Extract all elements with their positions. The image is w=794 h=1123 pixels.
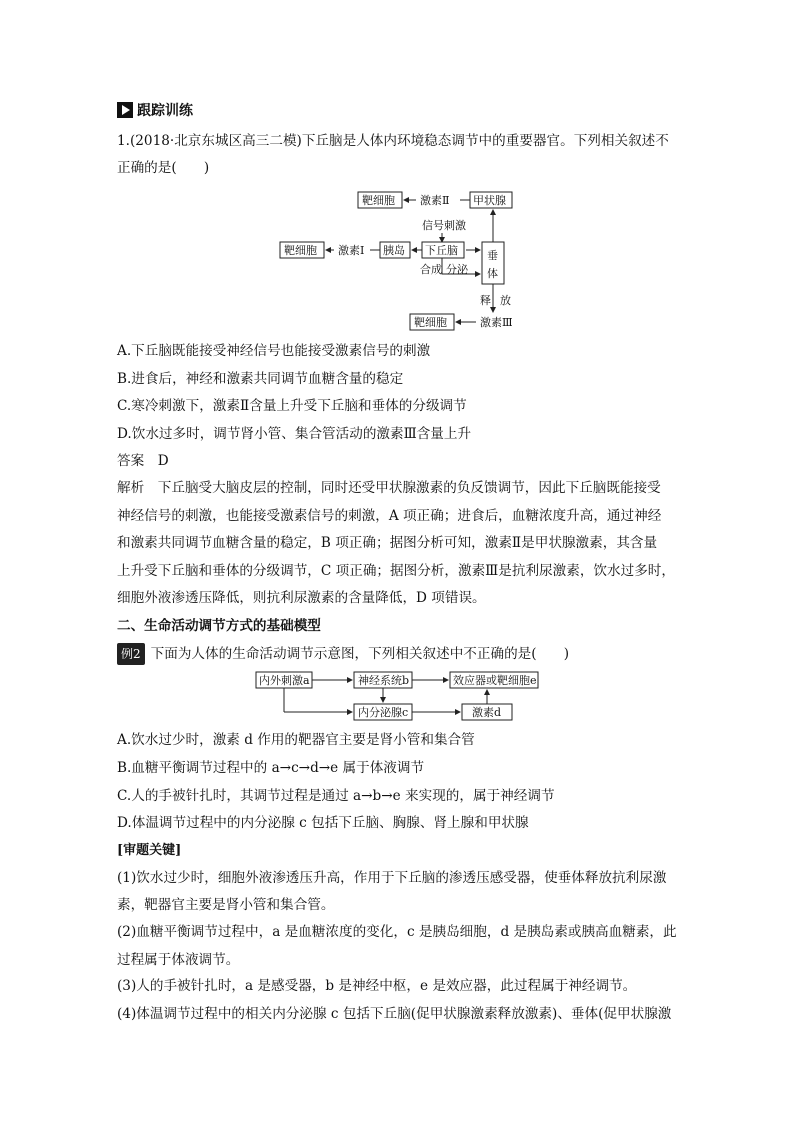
q1-analysis-line: 解析 下丘脑受大脑皮层的控制，同时还受甲状腺激素的负反馈调节，因此下丘脑既能接受 [117,480,661,496]
thyroid-label: 甲状腺 [473,194,506,207]
q1-analysis-line: 和激素共同调节血糖含量的稳定，B 项正确；据图分析可知，激素Ⅱ是甲状腺激素，其含量 [117,535,658,551]
release-label-2: 放 [500,294,511,307]
example2-diagram [252,668,552,724]
stimulus-label: 内外刺激a [259,674,310,687]
hypothalamus-label: 下丘脑 [425,244,458,257]
pancreas-label: 胰岛 [383,244,405,257]
target-cell-label-3: 靶细胞 [414,316,447,329]
q1-option-d: D.饮水过多时，调节肾小管、集合管活动的激素Ⅲ含量上升 [117,426,472,442]
q1-option-b: B.进食后，神经和激素共同调节血糖含量的稳定 [117,371,404,387]
key-line: 素，靶器官主要是肾小管和集合管。 [117,897,335,913]
effector-label: 效应器或靶细胞e [453,674,537,687]
ex2-option-a: A.饮水过少时，激素 d 作用的靶器官主要是肾小管和集合管 [117,732,475,748]
key-line: (3)人的手被针扎时，a 是感受器，b 是神经中枢，e 是效应器，此过程属于神经调节。 [117,978,637,994]
ex2-option-c: C.人的手被针扎时，其调节过程是通过 a→b→e 来实现的，属于神经调节 [117,788,555,804]
key-title: [审题关键] [117,843,182,858]
example-badge: 例2 [117,643,145,665]
ex2-option-d: D.体温调节过程中的内分泌腺 c 包括下丘脑、胸腺、肾上腺和甲状腺 [117,815,529,831]
key-line: (1)饮水过少时，细胞外液渗透压升高，作用于下丘脑的渗透压感受器，使垂体释放抗利尿激 [117,870,667,886]
endocrine-label: 内分泌腺c [358,706,409,719]
key-line: (2)血糖平衡调节过程中，a 是血糖浓度的变化，c 是胰岛细胞，d 是胰岛素或胰高血糖素，此 [117,924,677,940]
q1-analysis-line: 上升受下丘脑和垂体的分级调节，C 项正确；据图分析，激素Ⅲ是抗利尿激素，饮水过多时， [117,563,675,579]
example2-stem-text: 下面为人体的生命活动调节示意图，下列相关叙述中不正确的是( ) [150,646,570,662]
q1-analysis-line: 神经信号的刺激，也能接受激素信号的刺激，A 项正确；进食后，血糖浓度升高，通过神经 [117,508,662,524]
signal-label: 信号刺激 [422,219,466,232]
q1-analysis-line: 细胞外液渗透压降低，则抗利尿激素的含量降低，D 项错误。 [117,590,486,606]
q1-diagram [270,184,530,334]
hormone1-label: 激素Ⅰ [338,244,365,257]
q1-stem-line1: 1.(2018·北京东城区高三二模)下丘脑是人体内环境稳态调节中的重要器官。下列相关叙述不 [117,133,669,149]
secrete-label: 分泌 [446,263,468,276]
example2-stem [117,643,569,665]
pituitary-label-1: 垂 [487,249,498,262]
hormone2-label: 激素Ⅱ [420,194,450,207]
part2-title: 二、生命活动调节方式的基础模型 [117,618,321,634]
section-title: 跟踪训练 [137,103,193,119]
key-line: 过程属于体液调节。 [117,952,240,968]
q1-option-a: A.下丘脑既能接受神经信号也能接受激素信号的刺激 [117,343,431,359]
target-cell-label-2: 靶细胞 [284,244,317,257]
q1-stem-line2: 正确的是( ) [117,160,210,176]
target-cell-label-1: 靶细胞 [362,194,395,207]
play-icon [117,102,133,118]
key-line: (4)体温调节过程中的相关内分泌腺 c 包括下丘脑(促甲状腺激素释放激素)、垂体(促甲状腺激 [117,1006,672,1022]
release-label-1: 释 [480,294,491,307]
q1-answer: 答案 D [117,453,169,469]
hormone-d-label: 激素d [472,706,502,719]
nervous-label: 神经系统b [358,674,410,687]
ex2-option-b: B.血糖平衡调节过程中的 a→c→d→e 属于体液调节 [117,760,425,776]
pituitary-label-2: 体 [487,267,498,280]
synthesis-label: 合成 [420,263,442,276]
section-header [117,100,193,120]
q1-option-c: C.寒冷刺激下，激素Ⅱ含量上升受下丘脑和垂体的分级调节 [117,398,467,414]
hormone3-label: 激素Ⅲ [480,316,513,329]
